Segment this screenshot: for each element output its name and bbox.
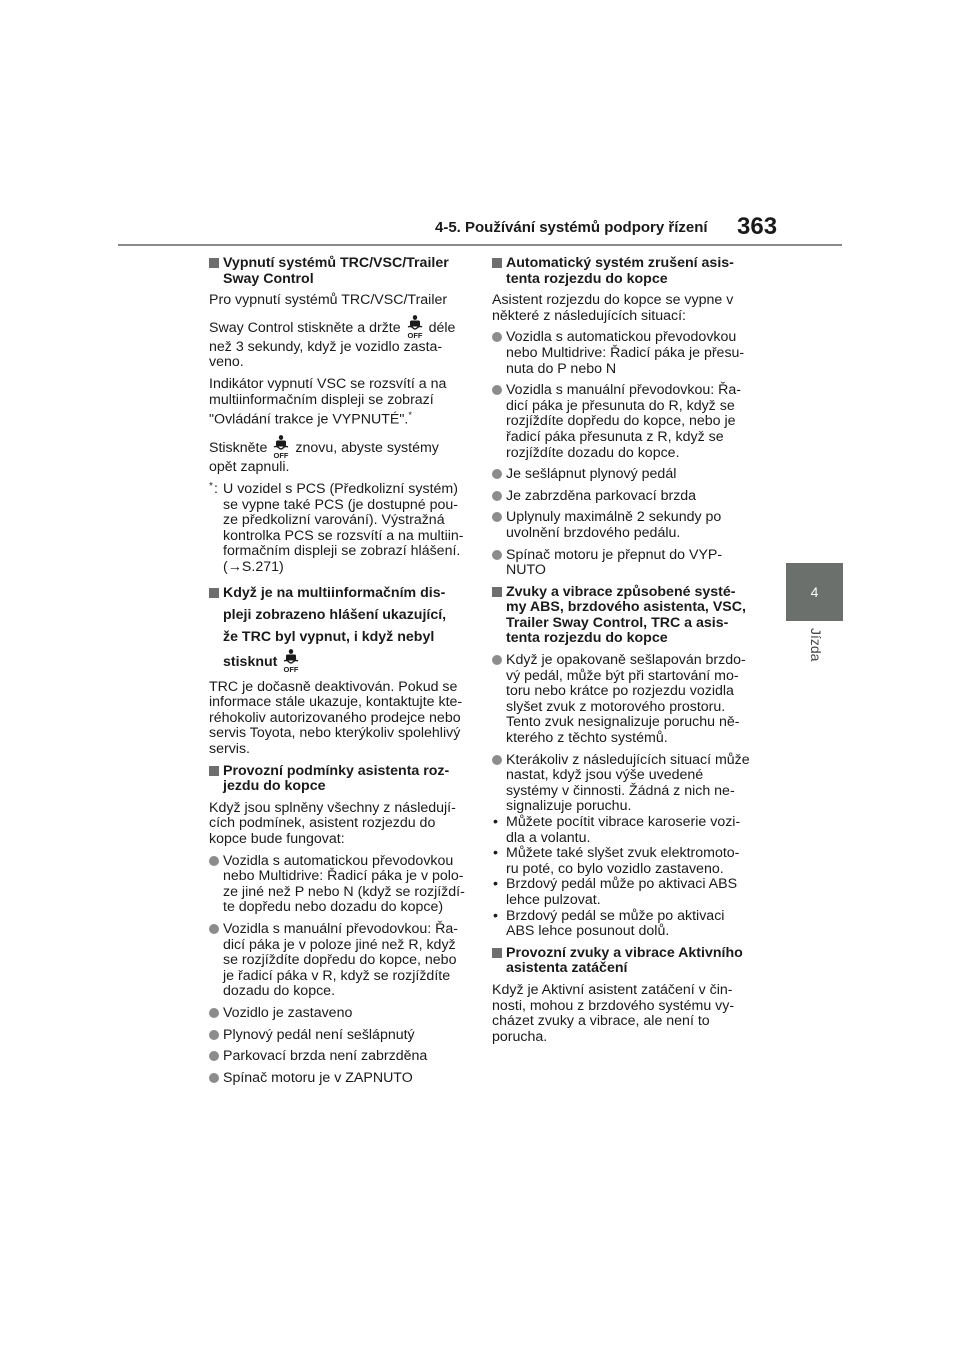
paragraph: Indikátor vypnutí VSC se rozsvítí a na multiinformačním displeji se zobrazí "Ovládání trakce je VYPNUTÉ".* (209, 375, 447, 428)
list-item: Vozidlo je zastaveno (209, 1006, 467, 1022)
circle-bullet-icon (492, 655, 502, 665)
circle-bullet-icon (492, 491, 502, 501)
paragraph: Pro vypnutí systémů TRC/VSC/Trailer Sway Control stiskněte a držte déle než 3 sekundy, když je vozidlo zasta-veno. (209, 292, 456, 371)
vsc-off-icon (404, 314, 426, 340)
sub-list-item: • Brzdový pedál může po aktivaci ABS lehce pulzovat. (493, 876, 738, 908)
circle-bullet-icon (492, 755, 502, 765)
list-item: Uplynuly maximálně 2 sekundy po uvolnění brzdového pedálu. (492, 510, 750, 541)
section-heading: Když je na multiinformačním dis- pleji zobrazeno hlášení ukazující, že TRC byl vypnut, i když nebyl stisknut (209, 582, 467, 674)
list-item: Spínač motoru je přepnut do VYP-NUTO (492, 548, 750, 579)
square-bullet-icon (209, 766, 219, 776)
list-item: Kterákoliv z následujících situací může nastat, když jsou výše uvedené systémy v činnosti. Žádná z nich ne-signalizuje poruchu. (492, 753, 750, 815)
list-item: Vozidla s manuální převodovkou: Řa-dicí páka je v poloze jiné než R, když se rozjíždíte dopředu do kopce, nebo je řadicí páka v R, když se rozjíždíte dozadu do kopce. (209, 922, 467, 1000)
list-item: Plynový pedál není sešlápnutý (209, 1028, 467, 1044)
list-item: Je zabrzděna parkovací brzda (492, 489, 750, 505)
list-item: Vozidla s manuální převodovkou: Řa-dicí páka je přesunuta do R, když se rozjíždíte dopředu do kopce, nebo je řadicí páka přesunuta z R, když se rozjíždíte dozadu do kopce. (492, 383, 750, 461)
list-item: Spínač motoru je v ZAPNUTO (209, 1071, 467, 1087)
paragraph: Stiskněte znovu, abyste systémy opět zapnuli. (209, 434, 467, 476)
sub-list-item: • Brzdový pedál se může po aktivaci ABS lehce posunout dolů. (493, 907, 725, 940)
square-bullet-icon (492, 948, 502, 958)
section-heading: Provozní zvuky a vibrace Aktivního asistenta zatáčení (492, 946, 750, 977)
paragraph: Asistent rozjezdu do kopce se vypne v některé z následujících situací: (492, 292, 734, 324)
circle-bullet-icon (209, 1030, 219, 1040)
circle-bullet-icon (492, 332, 502, 342)
paragraph: TRC je dočasně deaktivován. Pokud se informace stále ukazuje, kontaktujte kte-réhokoliv autorizovaného prodejce nebo servis Toyota, nebo kterýkoliv spolehlivý servis. (209, 678, 463, 758)
square-bullet-icon (209, 258, 219, 268)
section-heading: Zvuky a vibrace způsobené systé-my ABS, brzdového asistenta, VSC, Trailer Sway Control, TRC a asis-tenta rozjezdu do kopce (492, 585, 750, 647)
vsc-off-icon (270, 434, 292, 460)
circle-bullet-icon (209, 1051, 219, 1061)
list-item: Vozidla s automatickou převodovkou nebo Multidrive: Řadicí páka je v polo-ze jiné než P nebo N (když se rozjíždí-te dopředu nebo dozadu do kopce) (209, 854, 467, 916)
circle-bullet-icon (492, 512, 502, 522)
circle-bullet-icon (209, 1008, 219, 1018)
list-item: Je sešlápnut plynový pedál (492, 467, 750, 483)
circle-bullet-icon (492, 469, 502, 479)
paragraph: Když je Aktivní asistent zatáčení v čin-nosti, mohou z brzdového systému vy-cházet zvuky a vibrace, ale není to porucha. (492, 981, 735, 1045)
square-bullet-icon (209, 588, 219, 598)
square-bullet-icon (492, 258, 502, 268)
circle-bullet-icon (209, 1073, 219, 1083)
vsc-off-icon (280, 648, 302, 674)
list-item: Když je opakovaně sešlapován brzdo-vý pedál, může být při startování mo-toru nebo krátce po rozjezdu vozidla slyšet zvuk z motorového prostoru. Tento zvuk nesignalizuje poruchu ně-kterého z těchto systémů. (492, 653, 750, 747)
page-number: 363 (737, 213, 778, 240)
circle-bullet-icon (492, 385, 502, 395)
section-heading: Automatický systém zrušení asis-tenta rozjezdu do kopce (492, 256, 750, 287)
right-column (492, 256, 750, 1051)
list-item: Vozidla s automatickou převodovkou nebo Multidrive: Řadicí páka je přesu-nuta do P nebo N (492, 330, 750, 377)
paragraph: Když jsou splněny všechny z následují-cích podmínek, asistent rozjezdu do kopce bude fungovat: (209, 799, 456, 847)
section-heading: Provozní podmínky asistenta roz-jezdu do kopce (209, 764, 467, 795)
section-heading: Vypnutí systémů TRC/VSC/Trailer Sway Control (209, 256, 467, 287)
chapter-label: Jízda (808, 628, 824, 662)
footnote: * : U vozidel s PCS (Předkolizní systém) se vypne také PCS (je dostupné pou-ze předkolizní varování). Výstražná kontrolka PCS se rozsvítí a na multiin-formačním displeji se zobrazí hlášení. (→S.271) (209, 481, 464, 576)
circle-bullet-icon (209, 924, 219, 934)
sub-list-item: • Můžete pocítit vibrace karoserie vozi-dla a volantu. (493, 814, 741, 846)
circle-bullet-icon (492, 550, 502, 560)
section-title: 4-5. Používání systémů podpory řízení (435, 219, 708, 236)
list-item: Parkovací brzda není zabrzděna (209, 1049, 467, 1065)
chapter-tab[interactable]: 4 (786, 563, 843, 621)
left-column (209, 256, 467, 1092)
square-bullet-icon (492, 587, 502, 597)
header-rule (118, 244, 842, 246)
sub-list-item: • Můžete také slyšet zvuk elektromoto-ru poté, co bylo vozidlo zastaveno. (493, 845, 740, 877)
circle-bullet-icon (209, 856, 219, 866)
